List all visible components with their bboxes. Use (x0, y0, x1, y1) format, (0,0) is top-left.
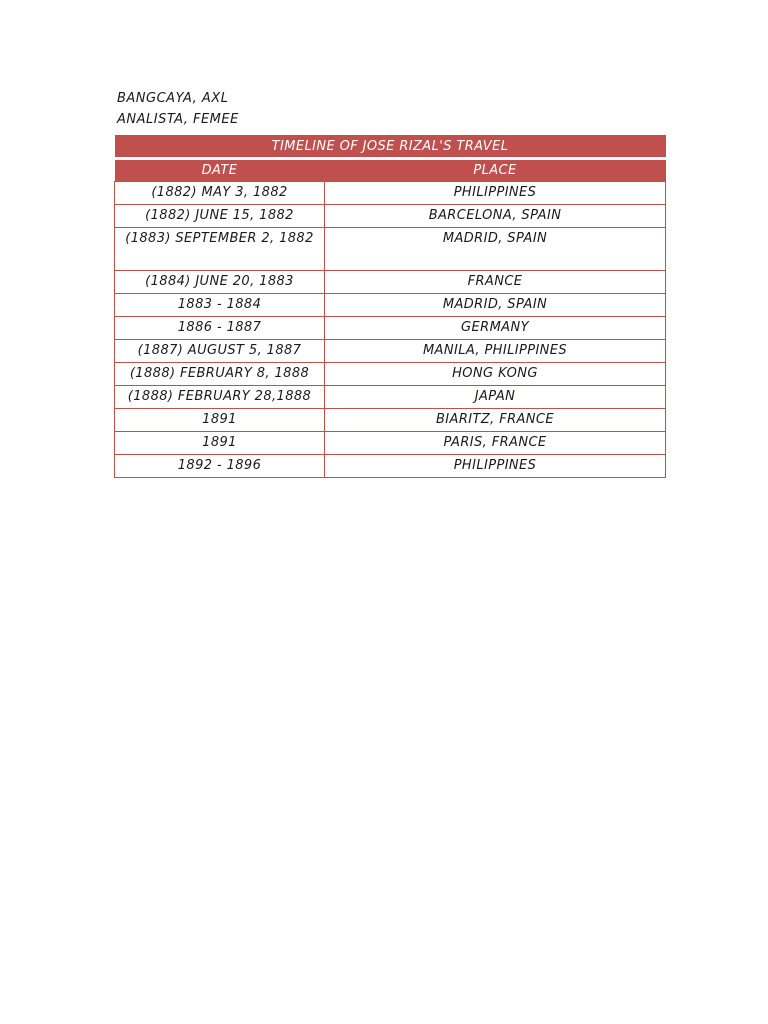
date-cell: 1883 - 1884 (115, 294, 325, 317)
table-row (115, 340, 666, 363)
date-cell: 1891 (115, 432, 325, 455)
place-cell: BARCELONA, SPAIN (325, 205, 666, 228)
author-name: ANALISTA, FEMEE (117, 112, 239, 127)
table-row (115, 294, 666, 317)
travel-timeline-table (114, 135, 666, 478)
place-cell: PARIS, FRANCE (325, 432, 666, 455)
date-cell: (1888) FEBRUARY 8, 1888 (115, 363, 325, 386)
author-name: BANGCAYA, AXL (117, 91, 229, 106)
place-cell: FRANCE (325, 271, 666, 294)
column-header-date: DATE (115, 159, 325, 182)
table-row (115, 409, 666, 432)
column-header-place: PLACE (325, 159, 666, 182)
place-cell: HONG KONG (325, 363, 666, 386)
table-row (115, 386, 666, 409)
author-list (117, 88, 239, 130)
table-row (115, 432, 666, 455)
table-row (115, 271, 666, 294)
place-cell: PHILIPPINES (325, 182, 666, 205)
place-cell: BIARITZ, FRANCE (325, 409, 666, 432)
date-cell: (1882) MAY 3, 1882 (115, 182, 325, 205)
place-cell: GERMANY (325, 317, 666, 340)
table-title-row (115, 135, 666, 159)
table-row (115, 317, 666, 340)
table-row (115, 205, 666, 228)
date-cell: (1883) SEPTEMBER 2, 1882 (115, 228, 325, 271)
table-header-row (115, 159, 666, 182)
date-cell: (1884) JUNE 20, 1883 (115, 271, 325, 294)
place-cell: MADRID, SPAIN (325, 228, 666, 271)
place-cell: MANILA, PHILIPPINES (325, 340, 666, 363)
table-row (115, 363, 666, 386)
table-title: TIMELINE OF JOSE RIZAL'S TRAVEL (115, 135, 666, 159)
date-cell: 1892 - 1896 (115, 455, 325, 478)
place-cell: MADRID, SPAIN (325, 294, 666, 317)
date-cell: 1891 (115, 409, 325, 432)
date-cell: (1882) JUNE 15, 1882 (115, 205, 325, 228)
date-cell: (1888) FEBRUARY 28,1888 (115, 386, 325, 409)
table-row (115, 455, 666, 478)
place-cell: PHILIPPINES (325, 455, 666, 478)
table-row (115, 228, 666, 271)
table-row (115, 182, 666, 205)
place-cell: JAPAN (325, 386, 666, 409)
date-cell: 1886 - 1887 (115, 317, 325, 340)
date-cell: (1887) AUGUST 5, 1887 (115, 340, 325, 363)
